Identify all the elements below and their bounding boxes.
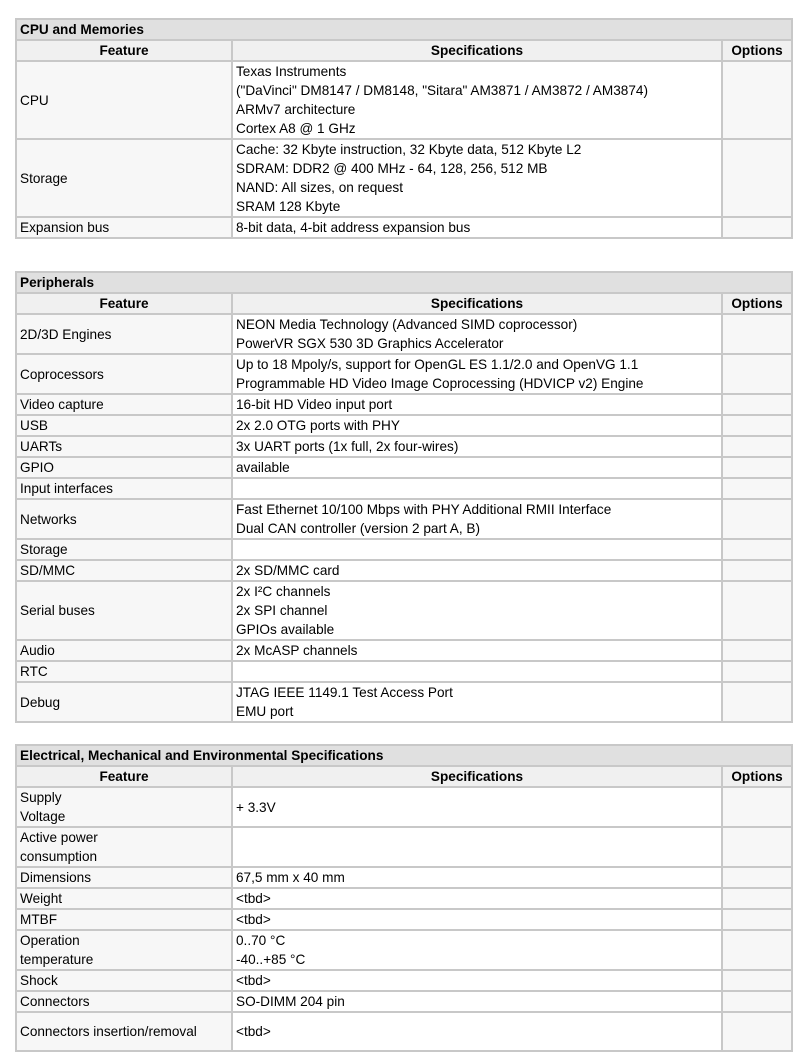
specification-cell bbox=[232, 991, 722, 1012]
specification-line: NAND: All sizes, on request bbox=[236, 180, 403, 195]
options-cell bbox=[722, 560, 792, 581]
feature-label: Voltage bbox=[20, 809, 66, 824]
specification-line: 2x 2.0 OTG ports with PHY bbox=[236, 418, 400, 433]
feature-cell bbox=[16, 499, 232, 539]
table-row bbox=[16, 139, 792, 217]
table-row bbox=[16, 314, 792, 354]
specification-line: Cache: 32 Kbyte instruction, 32 Kbyte data, 512 Kbyte L2 bbox=[236, 142, 582, 157]
options-cell bbox=[722, 415, 792, 436]
specification-line: JTAG IEEE 1149.1 Test Access Port bbox=[236, 685, 453, 700]
options-cell bbox=[722, 640, 792, 661]
options-cell bbox=[722, 787, 792, 827]
options-cell bbox=[722, 478, 792, 499]
table-row bbox=[16, 478, 792, 499]
feature-cell bbox=[16, 970, 232, 991]
specification-cell bbox=[232, 581, 722, 640]
specification-cell bbox=[232, 787, 722, 827]
feature-label: CPU bbox=[20, 92, 49, 108]
specification-line: 2x I²C channels bbox=[236, 584, 331, 599]
feature-label: UARTs bbox=[20, 439, 63, 454]
specification-line: -40..+85 °C bbox=[236, 952, 306, 967]
specification-cell bbox=[232, 394, 722, 415]
table-row bbox=[16, 581, 792, 640]
options-cell bbox=[722, 1012, 792, 1051]
specification-cell bbox=[232, 867, 722, 888]
feature-label: Weight bbox=[20, 891, 63, 906]
feature-cell bbox=[16, 415, 232, 436]
feature-cell bbox=[16, 909, 232, 930]
feature-cell bbox=[16, 827, 232, 867]
feature-label: Input interfaces bbox=[20, 481, 113, 496]
spec-table-1 bbox=[15, 18, 793, 239]
specification-cell bbox=[232, 930, 722, 970]
feature-cell bbox=[16, 217, 232, 238]
table-row bbox=[16, 217, 792, 238]
specification-line: 2x SD/MMC card bbox=[236, 563, 340, 578]
table-row bbox=[16, 354, 792, 394]
feature-column-header: Feature bbox=[16, 40, 232, 61]
feature-cell bbox=[16, 640, 232, 661]
options-cell bbox=[722, 970, 792, 991]
feature-cell bbox=[16, 139, 232, 217]
feature-label: Expansion bus bbox=[20, 220, 110, 235]
specification-line: 8-bit data, 4-bit address expansion bus bbox=[236, 220, 471, 235]
specification-cell bbox=[232, 499, 722, 539]
options-cell bbox=[722, 682, 792, 722]
spec-table-2 bbox=[15, 271, 793, 723]
feature-label: Shock bbox=[20, 973, 58, 988]
options-cell bbox=[722, 827, 792, 867]
options-cell bbox=[722, 909, 792, 930]
feature-cell bbox=[16, 314, 232, 354]
feature-label: temperature bbox=[20, 952, 94, 967]
table-row bbox=[16, 909, 792, 930]
specification-cell bbox=[232, 640, 722, 661]
options-column-header: Options bbox=[722, 293, 792, 314]
specification-line: SRAM 128 Kbyte bbox=[236, 199, 341, 214]
section-title: Electrical, Mechanical and Environmental Specifications bbox=[16, 745, 792, 766]
options-cell bbox=[722, 581, 792, 640]
specification-line: 16-bit HD Video input port bbox=[236, 397, 393, 412]
options-cell bbox=[722, 314, 792, 354]
specification-cell bbox=[232, 478, 722, 499]
specification-cell bbox=[232, 139, 722, 217]
specification-line: available bbox=[236, 460, 290, 475]
feature-label: Supply bbox=[20, 790, 62, 805]
feature-cell bbox=[16, 354, 232, 394]
specification-line: Up to 18 Mpoly/s, support for OpenGL ES 1.1/2.0 and OpenVG 1.1 bbox=[236, 357, 639, 372]
specification-cell bbox=[232, 888, 722, 909]
options-cell bbox=[722, 499, 792, 539]
options-cell bbox=[722, 436, 792, 457]
feature-cell bbox=[16, 682, 232, 722]
table-row bbox=[16, 970, 792, 991]
specifications-column-header: Specifications bbox=[232, 40, 722, 61]
options-cell bbox=[722, 139, 792, 217]
feature-label: SD/MMC bbox=[20, 563, 76, 578]
options-column-header: Options bbox=[722, 40, 792, 61]
options-cell bbox=[722, 661, 792, 682]
feature-label: Serial buses bbox=[20, 603, 95, 618]
specification-line: <tbd> bbox=[236, 912, 271, 927]
feature-cell bbox=[16, 478, 232, 499]
feature-cell bbox=[16, 394, 232, 415]
specification-cell bbox=[232, 314, 722, 354]
feature-label: Dimensions bbox=[20, 870, 92, 885]
feature-label: Networks bbox=[20, 511, 77, 527]
specification-line: Programmable HD Video Image Coprocessing (HDVICP v2) Engine bbox=[236, 376, 644, 391]
feature-cell bbox=[16, 991, 232, 1012]
feature-cell bbox=[16, 930, 232, 970]
table-row bbox=[16, 499, 792, 539]
options-cell bbox=[722, 930, 792, 970]
feature-cell bbox=[16, 888, 232, 909]
feature-label: Debug bbox=[20, 694, 61, 710]
feature-cell bbox=[16, 1012, 232, 1051]
table-row bbox=[16, 61, 792, 139]
specification-cell bbox=[232, 970, 722, 991]
specification-cell bbox=[232, 217, 722, 238]
specification-line: 67,5 mm x 40 mm bbox=[236, 870, 345, 885]
specification-line: <tbd> bbox=[236, 1024, 271, 1039]
specification-cell bbox=[232, 1012, 722, 1051]
feature-label: RTC bbox=[20, 664, 48, 679]
specification-line: PowerVR SGX 530 3D Graphics Accelerator bbox=[236, 336, 504, 351]
specification-line: 3x UART ports (1x full, 2x four-wires) bbox=[236, 439, 459, 454]
spec-table-3 bbox=[15, 744, 793, 1052]
table-row bbox=[16, 888, 792, 909]
specification-line: Fast Ethernet 10/100 Mbps with PHY Additional RMII Interface bbox=[236, 502, 612, 517]
options-cell bbox=[722, 867, 792, 888]
specification-line: <tbd> bbox=[236, 891, 271, 906]
table-row bbox=[16, 560, 792, 581]
feature-label: 2D/3D Engines bbox=[20, 326, 112, 342]
feature-label: consumption bbox=[20, 849, 98, 864]
specification-line: SDRAM: DDR2 @ 400 MHz - 64, 128, 256, 512 MB bbox=[236, 161, 548, 176]
section-title: CPU and Memories bbox=[16, 19, 792, 40]
options-cell bbox=[722, 217, 792, 238]
feature-label: Video capture bbox=[20, 397, 104, 412]
options-cell bbox=[722, 539, 792, 560]
specification-line: ARMv7 architecture bbox=[236, 102, 356, 117]
feature-label: Active power bbox=[20, 830, 98, 845]
options-cell bbox=[722, 61, 792, 139]
table-row bbox=[16, 682, 792, 722]
specification-line: ("DaVinci" DM8147 / DM8148, "Sitara" AM3871 / AM3872 / AM3874) bbox=[236, 83, 648, 98]
table-row bbox=[16, 640, 792, 661]
specification-cell bbox=[232, 560, 722, 581]
specification-line: NEON Media Technology (Advanced SIMD coprocessor) bbox=[236, 317, 578, 332]
options-cell bbox=[722, 354, 792, 394]
specification-cell bbox=[232, 436, 722, 457]
section-title: Peripherals bbox=[16, 272, 792, 293]
table-row bbox=[16, 991, 792, 1012]
specification-line: Cortex A8 @ 1 GHz bbox=[236, 121, 356, 136]
options-column-header: Options bbox=[722, 766, 792, 787]
table-row bbox=[16, 457, 792, 478]
options-cell bbox=[722, 991, 792, 1012]
table-row bbox=[16, 930, 792, 970]
specification-cell bbox=[232, 354, 722, 394]
specification-cell bbox=[232, 909, 722, 930]
feature-column-header: Feature bbox=[16, 293, 232, 314]
specification-line: Texas Instruments bbox=[236, 64, 347, 79]
specification-line: GPIOs available bbox=[236, 622, 335, 637]
specifications-column-header: Specifications bbox=[232, 766, 722, 787]
specification-cell bbox=[232, 457, 722, 478]
table-row bbox=[16, 827, 792, 867]
table-row bbox=[16, 415, 792, 436]
specification-cell bbox=[232, 539, 722, 560]
feature-cell bbox=[16, 436, 232, 457]
feature-label: Audio bbox=[20, 643, 55, 658]
specification-line: + 3.3V bbox=[236, 799, 276, 815]
feature-cell bbox=[16, 581, 232, 640]
feature-label: Operation bbox=[20, 933, 80, 948]
table-row bbox=[16, 867, 792, 888]
feature-cell bbox=[16, 61, 232, 139]
feature-cell bbox=[16, 787, 232, 827]
feature-label: USB bbox=[20, 418, 48, 433]
specification-line: SO-DIMM 204 pin bbox=[236, 994, 345, 1009]
table-row bbox=[16, 1012, 792, 1051]
feature-column-header: Feature bbox=[16, 766, 232, 787]
specification-line: Dual CAN controller (version 2 part A, B) bbox=[236, 521, 481, 536]
table-row bbox=[16, 436, 792, 457]
specifications-column-header: Specifications bbox=[232, 293, 722, 314]
specification-line: EMU port bbox=[236, 704, 294, 719]
feature-label: Connectors insertion/removal bbox=[20, 1024, 197, 1039]
specification-line: 2x McASP channels bbox=[236, 643, 358, 658]
options-cell bbox=[722, 394, 792, 415]
feature-cell bbox=[16, 661, 232, 682]
feature-cell bbox=[16, 867, 232, 888]
specification-cell bbox=[232, 661, 722, 682]
options-cell bbox=[722, 457, 792, 478]
specification-line: <tbd> bbox=[236, 973, 271, 988]
specification-cell bbox=[232, 61, 722, 139]
feature-cell bbox=[16, 539, 232, 560]
specification-line: 2x SPI channel bbox=[236, 603, 328, 618]
feature-label: GPIO bbox=[20, 460, 54, 475]
feature-cell bbox=[16, 560, 232, 581]
feature-label: Coprocessors bbox=[20, 366, 104, 382]
feature-label: Storage bbox=[20, 170, 68, 186]
options-cell bbox=[722, 888, 792, 909]
table-row bbox=[16, 787, 792, 827]
specification-cell bbox=[232, 827, 722, 867]
table-row bbox=[16, 394, 792, 415]
specification-line: 0..70 °C bbox=[236, 933, 286, 948]
specification-cell bbox=[232, 682, 722, 722]
feature-cell bbox=[16, 457, 232, 478]
table-row bbox=[16, 661, 792, 682]
specification-cell bbox=[232, 415, 722, 436]
feature-label: Connectors bbox=[20, 994, 90, 1009]
feature-label: MTBF bbox=[20, 912, 57, 927]
table-row bbox=[16, 539, 792, 560]
feature-label: Storage bbox=[20, 542, 68, 557]
